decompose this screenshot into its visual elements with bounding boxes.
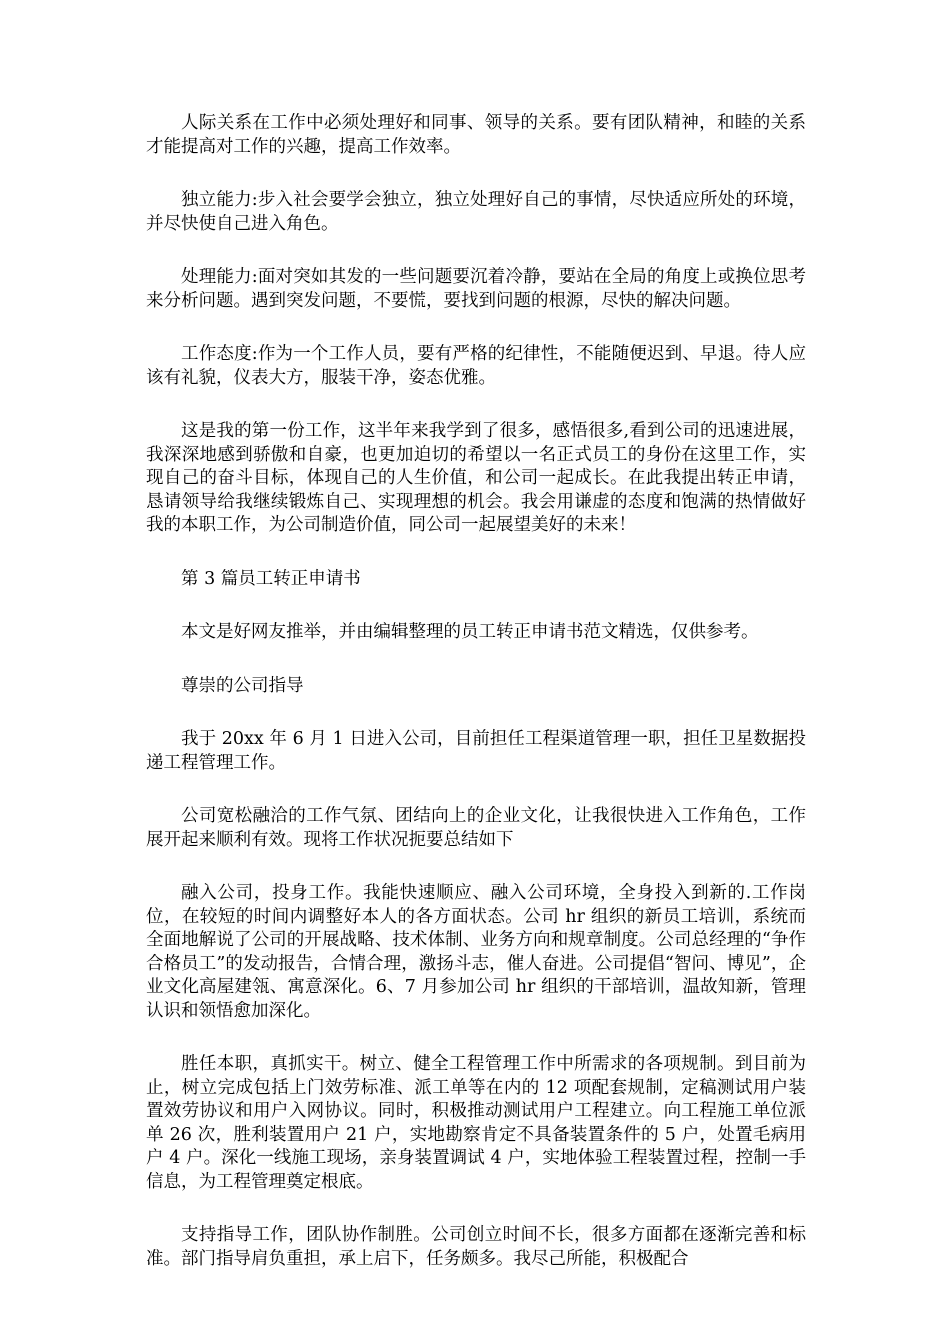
paragraph-salutation: 尊崇的公司指导 xyxy=(181,675,304,696)
paragraph-duties: 胜任本职，真抓实干。树立、健全工程管理工作中所需求的各项规制。到目前为止，树立完成包括上门效劳标准、派工单等在内的 12 项配套规制，定稿测试用户装置效劳协议和用户入网协议。同时，积极推动测试用户工程建立。向工程施工单位派单 26 次，胜利装置用户 21 户，实地勘察肯定不具备装置条件的 5 户，处置毛病用户 4 户。深化一线施工现场，亲身装置调试 4 户，实地体验工程装置过程，控制一手信息，为工程管理奠定根底。 xyxy=(146,1054,806,1192)
section-heading: 第 3 篇员工转正申请书 xyxy=(181,568,361,589)
paragraph-intro-note: 本文是好网友推举，并由编辑整理的员工转正申请书范文精选，仅供参考。 xyxy=(181,622,759,642)
document-body xyxy=(146,112,806,1271)
paragraph-interpersonal: 人际关系在工作中必须处理好和同事、领导的关系。要有团队精神，和睦的关系才能提高对工作的兴趣，提高工作效率。 xyxy=(146,113,806,157)
paragraph-work-attitude: 工作态度:作为一个工作人员，要有严格的纪律性，不能随便迟到、早退。待人应该有礼貌，仪表大方，服装干净，姿态优雅。 xyxy=(146,344,806,388)
paragraph-company-culture: 公司宽松融洽的工作气氛、团结向上的企业文化，让我很快进入工作角色，工作展开起来顺利有效。现将工作状况扼要总结如下 xyxy=(146,806,806,850)
paragraph-first-job: 这是我的第一份工作，这半年来我学到了很多，感悟很多,看到公司的迅速进展，我深深地感到骄傲和自豪，也更加迫切的希望以一名正式员工的身份在这里工作，实现自己的奋斗目标，体现自己的人生价值，和公司一起成长。在此我提出转正申请，恳请领导给我继续锻炼自己、实现理想的机会。我会用谦虚的态度和饱满的热情做好我的本职工作，为公司制造价值，同公司一起展望美好的未来！ xyxy=(146,421,806,535)
paragraph-integration: 融入公司，投身工作。我能快速顺应、融入公司环境，全身投入到新的.工作岗位，在较短的时间内调整好本人的各方面状态。公司 hr 组织的新员工培训，系统而全面地解说了公司的开展战略、技术体制、业务方向和规章制度。公司总经理的“争作合格员工”的发动报告，合情合理，激扬斗志，催人奋进。公司提倡“智问、博见”，企业文化高屋建瓴、寓意深化。6、7 月参加公司 hr 组织的干部培训，温故知新，管理认识和领悟愈加深化。 xyxy=(146,883,806,1021)
paragraph-teamwork: 支持指导工作，团队协作制胜。公司创立时间不长，很多方面都在逐渐完善和标准。部门指导肩负重担，承上启下，任务颇多。我尽己所能，积极配合 xyxy=(146,1225,806,1269)
paragraph-independence: 独立能力:步入社会要学会独立，独立处理好自己的事情，尽快适应所处的环境，并尽快使自己进入角色。 xyxy=(146,190,806,234)
paragraph-joining-date: 我于 20xx 年 6 月 1 日进入公司，目前担任工程渠道管理一职，担任卫星数据投递工程管理工作。 xyxy=(146,729,806,773)
paragraph-handling-ability: 处理能力:面对突如其发的一些问题要沉着冷静，要站在全局的角度上或换位思考来分析问题。遇到突发问题，不要慌，要找到问题的根源，尽快的解决问题。 xyxy=(146,267,806,311)
